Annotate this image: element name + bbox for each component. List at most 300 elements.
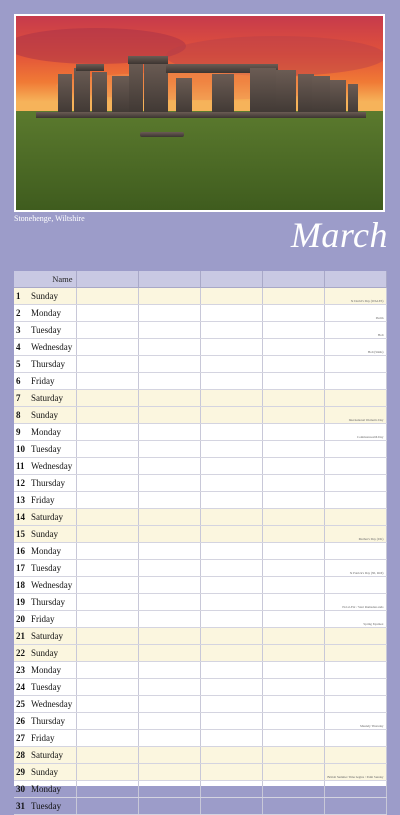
planner-cell[interactable] xyxy=(76,594,138,611)
planner-cell[interactable] xyxy=(324,492,386,509)
planner-cell[interactable] xyxy=(262,475,324,492)
day-name: Sunday xyxy=(31,291,58,301)
day-label-cell xyxy=(14,373,76,390)
holiday-note: Maundy Thursday xyxy=(360,724,384,729)
planner-cell[interactable] xyxy=(262,458,324,475)
day-number: 2 xyxy=(16,308,21,318)
day-label-cell xyxy=(14,764,76,781)
day-number: 18 xyxy=(16,580,25,590)
planner-cell[interactable] xyxy=(200,560,262,577)
day-name: Tuesday xyxy=(31,801,62,811)
planner-cell[interactable] xyxy=(324,322,386,339)
day-number: 29 xyxy=(16,767,25,777)
planner-cell[interactable] xyxy=(200,696,262,713)
holiday-note: St David's Day (WALES) xyxy=(350,299,384,304)
planner-cell[interactable] xyxy=(324,560,386,577)
planner-cell[interactable] xyxy=(138,560,200,577)
day-row xyxy=(14,577,386,594)
day-name: Thursday xyxy=(31,359,65,369)
day-label-cell xyxy=(14,713,76,730)
day-name: Thursday xyxy=(31,597,65,607)
planner-cell[interactable] xyxy=(76,390,138,407)
planner-cell[interactable] xyxy=(200,526,262,543)
day-name: Wednesday xyxy=(31,461,73,471)
holiday-note: International Women's Day xyxy=(348,418,384,423)
planner-cell[interactable] xyxy=(324,543,386,560)
planner-cell[interactable] xyxy=(324,662,386,679)
day-name: Sunday xyxy=(31,767,58,777)
planner-cell[interactable] xyxy=(76,628,138,645)
planner-cell[interactable] xyxy=(76,288,138,305)
planner-cell[interactable] xyxy=(200,730,262,747)
day-label-cell xyxy=(14,645,76,662)
day-number: 16 xyxy=(16,546,25,556)
planner-cell[interactable] xyxy=(324,764,386,781)
day-label-cell xyxy=(14,560,76,577)
holiday-note: Holi xyxy=(377,333,384,338)
day-row xyxy=(14,543,386,560)
day-row xyxy=(14,662,386,679)
planner-cell[interactable] xyxy=(324,288,386,305)
day-label-cell xyxy=(14,679,76,696)
planner-cell[interactable] xyxy=(138,288,200,305)
planner-cell[interactable] xyxy=(76,509,138,526)
day-label-cell xyxy=(14,492,76,509)
planner-cell[interactable] xyxy=(324,509,386,526)
member-column-4[interactable] xyxy=(262,271,324,288)
planner-cell[interactable] xyxy=(76,611,138,628)
day-name: Monday xyxy=(31,665,61,675)
day-label-cell xyxy=(14,407,76,424)
day-label-cell xyxy=(14,747,76,764)
planner-cell[interactable] xyxy=(324,305,386,322)
day-label-cell xyxy=(14,509,76,526)
planner-cell[interactable] xyxy=(262,594,324,611)
day-name: Saturday xyxy=(31,512,63,522)
member-column-3[interactable] xyxy=(200,271,262,288)
day-number: 5 xyxy=(16,359,21,369)
day-name: Sunday xyxy=(31,529,58,539)
holiday-note: Spring Equinox xyxy=(363,622,384,627)
planner-cell[interactable] xyxy=(262,322,324,339)
planner-cell[interactable] xyxy=(262,764,324,781)
day-label-cell xyxy=(14,526,76,543)
day-number: 9 xyxy=(16,427,21,437)
planner-cell[interactable] xyxy=(324,356,386,373)
planner-cell[interactable] xyxy=(76,679,138,696)
day-number: 31 xyxy=(16,801,25,811)
planner-cell[interactable] xyxy=(138,628,200,645)
planner-cell[interactable] xyxy=(262,628,324,645)
day-name: Tuesday xyxy=(31,682,62,692)
planner-cell[interactable] xyxy=(138,611,200,628)
day-label-cell xyxy=(14,730,76,747)
header-row xyxy=(14,271,386,288)
planner-cell[interactable] xyxy=(76,764,138,781)
day-row xyxy=(14,305,386,322)
planner-cell[interactable] xyxy=(138,492,200,509)
planner-cell[interactable] xyxy=(138,424,200,441)
planner-cell[interactable] xyxy=(200,611,262,628)
day-name: Wednesday xyxy=(31,342,73,352)
day-name: Monday xyxy=(31,784,61,794)
day-row xyxy=(14,441,386,458)
day-number: 19 xyxy=(16,597,25,607)
member-column-2[interactable] xyxy=(138,271,200,288)
planner-cell[interactable] xyxy=(262,288,324,305)
planner-cell[interactable] xyxy=(200,373,262,390)
planner-cell[interactable] xyxy=(200,679,262,696)
day-number: 3 xyxy=(16,325,21,335)
day-name: Friday xyxy=(31,376,55,386)
planner-cell[interactable] xyxy=(200,356,262,373)
month-title: March xyxy=(290,215,388,255)
planner-cell[interactable] xyxy=(138,713,200,730)
planner-cell[interactable] xyxy=(262,373,324,390)
day-name: Wednesday xyxy=(31,580,73,590)
planner-cell[interactable] xyxy=(76,339,138,356)
planner-cell[interactable] xyxy=(262,730,324,747)
planner-cell[interactable] xyxy=(262,356,324,373)
planner-cell[interactable] xyxy=(200,764,262,781)
planner-cell[interactable] xyxy=(262,407,324,424)
day-row xyxy=(14,288,386,305)
day-name: Tuesday xyxy=(31,563,62,573)
day-row xyxy=(14,594,386,611)
day-number: 8 xyxy=(16,410,21,420)
planner-cell[interactable] xyxy=(324,475,386,492)
day-name: Thursday xyxy=(31,478,65,488)
planner-cell[interactable] xyxy=(76,798,138,815)
holiday-note: Eid al-Fitr / Start Ramadan ends xyxy=(342,605,384,610)
planner-cell[interactable] xyxy=(76,662,138,679)
planner-cell[interactable] xyxy=(200,339,262,356)
planner-cell[interactable] xyxy=(76,526,138,543)
planner-cell[interactable] xyxy=(324,645,386,662)
day-label-cell xyxy=(14,305,76,322)
holiday-note: Holi (Sikhs) xyxy=(367,350,384,355)
member-column-1[interactable] xyxy=(76,271,138,288)
day-row xyxy=(14,747,386,764)
day-number: 27 xyxy=(16,733,25,743)
day-name: Thursday xyxy=(31,716,65,726)
name-header: Name xyxy=(14,271,76,288)
planner-cell[interactable] xyxy=(324,696,386,713)
planner-cell[interactable] xyxy=(262,560,324,577)
day-label-cell xyxy=(14,475,76,492)
planner-cell[interactable] xyxy=(200,645,262,662)
planner-cell[interactable] xyxy=(200,509,262,526)
day-name: Friday xyxy=(31,733,55,743)
day-number: 25 xyxy=(16,699,25,709)
day-row xyxy=(14,679,386,696)
planner-cell[interactable] xyxy=(138,475,200,492)
planner-cell[interactable] xyxy=(76,730,138,747)
planner-cell[interactable] xyxy=(138,356,200,373)
planner-cell[interactable] xyxy=(138,764,200,781)
planner-cell[interactable] xyxy=(200,475,262,492)
day-row xyxy=(14,509,386,526)
planner-cell[interactable] xyxy=(324,526,386,543)
day-number: 23 xyxy=(16,665,25,675)
planner-cell[interactable] xyxy=(200,662,262,679)
planner-cell[interactable] xyxy=(324,611,386,628)
planner-cell[interactable] xyxy=(324,458,386,475)
planner-cell[interactable] xyxy=(138,526,200,543)
day-name: Friday xyxy=(31,495,55,505)
planner-cell[interactable] xyxy=(324,798,386,815)
day-number: 20 xyxy=(16,614,25,624)
planner-cell[interactable] xyxy=(262,713,324,730)
day-label-cell xyxy=(14,611,76,628)
day-name: Monday xyxy=(31,427,61,437)
planner-cell[interactable] xyxy=(200,407,262,424)
planner-cell[interactable] xyxy=(262,679,324,696)
planner-cell[interactable] xyxy=(200,747,262,764)
day-row xyxy=(14,781,386,798)
planner-cell[interactable] xyxy=(76,373,138,390)
planner-cell[interactable] xyxy=(76,407,138,424)
planner-cell[interactable] xyxy=(76,356,138,373)
planner-cell[interactable] xyxy=(138,543,200,560)
planner-cell[interactable] xyxy=(76,696,138,713)
planner-cell[interactable] xyxy=(262,390,324,407)
planner-cell[interactable] xyxy=(324,577,386,594)
planner-cell[interactable] xyxy=(138,373,200,390)
day-row xyxy=(14,645,386,662)
day-number: 11 xyxy=(16,461,25,471)
planner-cell[interactable] xyxy=(76,305,138,322)
planner-cell[interactable] xyxy=(262,696,324,713)
planner-cell[interactable] xyxy=(262,662,324,679)
day-number: 15 xyxy=(16,529,25,539)
planner-cell[interactable] xyxy=(138,458,200,475)
day-row xyxy=(14,696,386,713)
planner-cell[interactable] xyxy=(200,390,262,407)
planner-cell[interactable] xyxy=(76,543,138,560)
day-label-cell xyxy=(14,288,76,305)
day-number: 21 xyxy=(16,631,25,641)
planner-cell[interactable] xyxy=(76,475,138,492)
planner-cell[interactable] xyxy=(262,492,324,509)
planner-cell[interactable] xyxy=(138,798,200,815)
day-number: 26 xyxy=(16,716,25,726)
planner-cell[interactable] xyxy=(200,288,262,305)
planner-cell[interactable] xyxy=(324,628,386,645)
day-number: 22 xyxy=(16,648,25,658)
planner-cell[interactable] xyxy=(138,441,200,458)
planner-cell[interactable] xyxy=(200,577,262,594)
planner-table xyxy=(14,271,387,815)
planner-cell[interactable] xyxy=(262,543,324,560)
planner-cell[interactable] xyxy=(138,679,200,696)
planner-cell[interactable] xyxy=(138,305,200,322)
holiday-note: Commonwealth Day xyxy=(357,435,384,440)
planner-cell[interactable] xyxy=(138,577,200,594)
holiday-note: Purim xyxy=(375,316,384,321)
day-name: Sunday xyxy=(31,648,58,658)
day-number: 12 xyxy=(16,478,25,488)
planner-cell[interactable] xyxy=(262,509,324,526)
day-row xyxy=(14,526,386,543)
day-label-cell xyxy=(14,594,76,611)
day-name: Saturday xyxy=(31,393,63,403)
day-number: 4 xyxy=(16,342,21,352)
day-label-cell xyxy=(14,662,76,679)
planner-cell[interactable] xyxy=(200,713,262,730)
day-row xyxy=(14,356,386,373)
planner-cell[interactable] xyxy=(138,594,200,611)
planner-cell[interactable] xyxy=(76,560,138,577)
day-name: Saturday xyxy=(31,631,63,641)
planner-cell[interactable] xyxy=(138,339,200,356)
planner-cell[interactable] xyxy=(138,509,200,526)
day-label-cell xyxy=(14,390,76,407)
day-row xyxy=(14,390,386,407)
day-row xyxy=(14,730,386,747)
planner-cell[interactable] xyxy=(76,577,138,594)
planner-cell[interactable] xyxy=(200,424,262,441)
day-number: 28 xyxy=(16,750,25,760)
day-row xyxy=(14,322,386,339)
planner-cell[interactable] xyxy=(200,322,262,339)
holiday-note: British Summer Time begins / Palm Sunday xyxy=(327,775,384,780)
planner-cell[interactable] xyxy=(138,645,200,662)
day-label-cell xyxy=(14,458,76,475)
day-label-cell xyxy=(14,322,76,339)
planner-cell[interactable] xyxy=(138,730,200,747)
day-row xyxy=(14,611,386,628)
day-row xyxy=(14,407,386,424)
planner-cell[interactable] xyxy=(138,322,200,339)
day-number: 6 xyxy=(16,376,21,386)
planner-cell[interactable] xyxy=(262,645,324,662)
day-label-cell xyxy=(14,781,76,798)
day-row xyxy=(14,628,386,645)
day-row xyxy=(14,339,386,356)
day-name: Monday xyxy=(31,546,61,556)
planner-cell[interactable] xyxy=(76,713,138,730)
planner-cell[interactable] xyxy=(200,492,262,509)
planner-cell[interactable] xyxy=(324,781,386,798)
planner-cell[interactable] xyxy=(200,594,262,611)
planner-cell[interactable] xyxy=(262,424,324,441)
planner-cell[interactable] xyxy=(324,713,386,730)
day-row xyxy=(14,492,386,509)
day-label-cell xyxy=(14,798,76,815)
planner-cell[interactable] xyxy=(324,730,386,747)
day-label-cell xyxy=(14,339,76,356)
planner-cell[interactable] xyxy=(324,679,386,696)
planner-cell[interactable] xyxy=(138,662,200,679)
planner-cell[interactable] xyxy=(262,747,324,764)
day-number: 1 xyxy=(16,291,21,301)
day-number: 7 xyxy=(16,393,21,403)
planner-cell[interactable] xyxy=(76,492,138,509)
day-number: 17 xyxy=(16,563,25,573)
day-name: Tuesday xyxy=(31,325,62,335)
planner-cell[interactable] xyxy=(138,781,200,798)
day-name: Monday xyxy=(31,308,61,318)
day-label-cell xyxy=(14,628,76,645)
planner-cell[interactable] xyxy=(76,747,138,764)
planner-cell[interactable] xyxy=(262,798,324,815)
day-label-cell xyxy=(14,696,76,713)
planner-cell[interactable] xyxy=(262,781,324,798)
planner-cell[interactable] xyxy=(76,458,138,475)
planner-cell[interactable] xyxy=(138,696,200,713)
planner-cell[interactable] xyxy=(324,373,386,390)
day-label-cell xyxy=(14,577,76,594)
day-name: Friday xyxy=(31,614,55,624)
planner-cell[interactable] xyxy=(200,543,262,560)
day-name: Tuesday xyxy=(31,444,62,454)
planner-cell[interactable] xyxy=(200,781,262,798)
planner-cell[interactable] xyxy=(138,407,200,424)
day-number: 24 xyxy=(16,682,25,692)
day-row xyxy=(14,424,386,441)
planner-cell[interactable] xyxy=(76,424,138,441)
day-row xyxy=(14,798,386,815)
family-planner-grid xyxy=(13,270,387,811)
photo-caption: Stonehenge, Wiltshire xyxy=(14,214,85,223)
planner-cell[interactable] xyxy=(324,441,386,458)
day-row xyxy=(14,764,386,781)
planner-cell[interactable] xyxy=(200,305,262,322)
day-row xyxy=(14,458,386,475)
planner-cell[interactable] xyxy=(200,441,262,458)
planner-cell[interactable] xyxy=(324,594,386,611)
planner-cell[interactable] xyxy=(262,611,324,628)
day-row xyxy=(14,713,386,730)
planner-cell[interactable] xyxy=(200,798,262,815)
planner-cell[interactable] xyxy=(262,441,324,458)
photo-frame xyxy=(14,14,385,212)
planner-cell[interactable] xyxy=(138,390,200,407)
day-number: 10 xyxy=(16,444,25,454)
stonehenge-photo xyxy=(16,16,383,210)
day-number: 13 xyxy=(16,495,25,505)
planner-cell[interactable] xyxy=(262,305,324,322)
member-column-5[interactable] xyxy=(324,271,386,288)
day-label-cell xyxy=(14,356,76,373)
planner-cell[interactable] xyxy=(324,390,386,407)
planner-cell[interactable] xyxy=(76,322,138,339)
planner-cell[interactable] xyxy=(324,424,386,441)
planner-cell[interactable] xyxy=(200,628,262,645)
holiday-note: Mother's Day (UK) xyxy=(358,537,384,542)
planner-cell[interactable] xyxy=(76,441,138,458)
day-number: 14 xyxy=(16,512,25,522)
planner-cell[interactable] xyxy=(76,645,138,662)
planner-cell[interactable] xyxy=(200,458,262,475)
planner-cell[interactable] xyxy=(262,339,324,356)
planner-cell[interactable] xyxy=(76,781,138,798)
day-row xyxy=(14,373,386,390)
day-number: 30 xyxy=(16,784,25,794)
planner-cell[interactable] xyxy=(262,526,324,543)
day-row xyxy=(14,560,386,577)
planner-cell[interactable] xyxy=(324,407,386,424)
day-name: Sunday xyxy=(31,410,58,420)
planner-cell[interactable] xyxy=(324,747,386,764)
planner-cell[interactable] xyxy=(262,577,324,594)
holiday-note: St Patrick's Day (NI, ROI) xyxy=(349,571,384,576)
planner-cell[interactable] xyxy=(138,747,200,764)
day-row xyxy=(14,475,386,492)
day-name: Wednesday xyxy=(31,699,73,709)
planner-cell[interactable] xyxy=(324,339,386,356)
